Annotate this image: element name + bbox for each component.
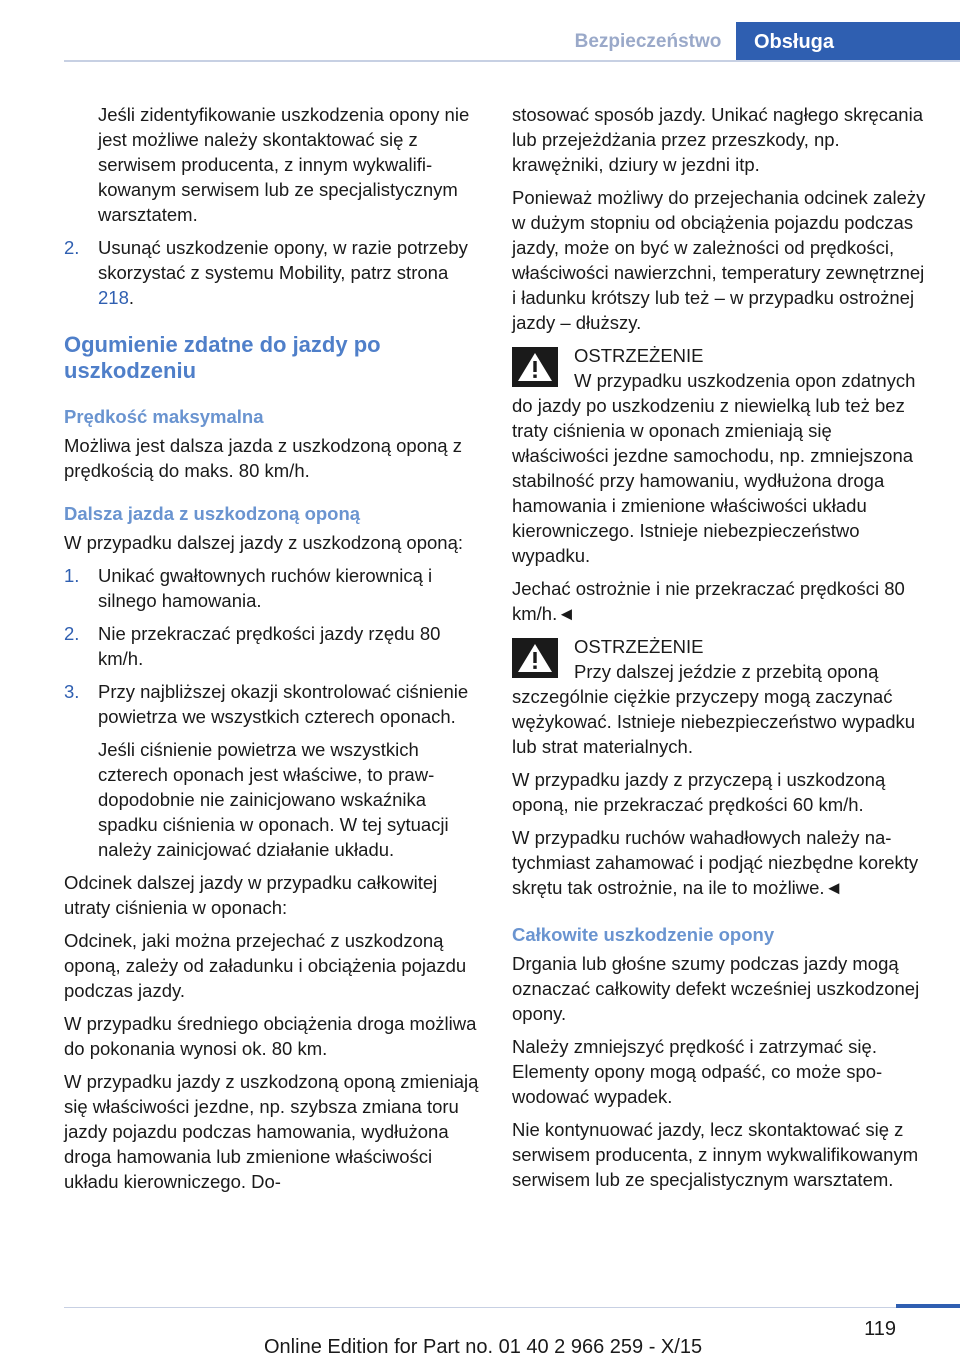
warning-triangle-icon xyxy=(512,638,558,678)
paragraph: Należy zmniejszyć prędkość i zatrzymać się. Elementy opony mogą odpaść, co może spowodować wypadek. xyxy=(512,1036,883,1107)
list-number: 1. xyxy=(64,565,80,586)
right-column xyxy=(512,102,928,1200)
list-number: 3. xyxy=(64,681,80,702)
list-item xyxy=(64,235,482,310)
section-heading: Ogumienie zdatne do jazdy po uszkodzeniu xyxy=(64,332,381,383)
page-header xyxy=(560,22,960,62)
paragraph: Odcinek dalszej jazdy w przypadku całkowitej utraty ciśnienia w oponach: xyxy=(64,872,438,918)
warning-triangle-icon xyxy=(512,347,558,387)
list-continuation-text: Jeśli zidentyfikowanie uszkodzenia opony nie jest możliwe należy skontaktować się z serwisem producenta, z innym wykwalifikowanym serwisem lub ze specjalistycznym warsztatem. xyxy=(98,104,470,225)
footer-divider xyxy=(64,1307,896,1308)
paragraph: W przypadku jazdy z uszkodzoną oponą zmieniają się właściwości jezdne, np. szybsza zmiana toru jazdy pojazdu podczas hamowania, wydłużona droga hamowania lub zmienione właściwości układu kierowniczego. Do- xyxy=(64,1071,479,1192)
list-text: Usunąć uszkodzenie opony, w razie potrzeby skorzystać z systemu Mobility, patrz strona xyxy=(98,237,468,283)
list-number: 2. xyxy=(64,237,80,258)
warning-block xyxy=(512,343,928,626)
footer-accent-bar xyxy=(896,1304,960,1308)
list-text: Nie przekraczać prędkości jazdy rzędu 80 km/h. xyxy=(98,623,441,669)
warning-title: OSTRZEŻENIE xyxy=(574,345,704,366)
paragraph: Nie kontynuować jazdy, lecz skontaktować się z serwisem producenta, z innym wykwalifikowanym serwisem lub ze specjalistycznym warsztatem. xyxy=(512,1119,919,1190)
list-text-end: . xyxy=(128,287,135,308)
subheading-continued-driving: Dalsza jazda z uszkodzoną oponą xyxy=(64,503,361,524)
list-text: Przy najbliższej okazji skontrolować ciśnienie powietrza we wszystkich czterech oponach. xyxy=(98,681,469,727)
paragraph: Odcinek, jaki można przejechać z uszkodzoną oponą, zależy od załadunku i obciążenia pojazdu podczas jazdy. xyxy=(64,930,467,1001)
warning-title: OSTRZEŻENIE xyxy=(574,636,704,657)
warning-text: W przypadku ruchów wahadłowych należy natychmiast zahamować i podjąć niezbędne korekty skrętu tak ostrożnie, na ile to możliwe.◄ xyxy=(512,827,919,898)
page-number: 119 xyxy=(864,1318,896,1340)
header-divider xyxy=(64,60,960,62)
list-item xyxy=(64,563,482,613)
list-text: Unikać gwałtownych ruchów kierownicą i silnego hamowania. xyxy=(98,565,433,611)
paragraph: W przypadku średniego obciążenia droga możliwa do pokonania wynosi ok. 80 km. xyxy=(64,1013,477,1059)
paragraph: Ponieważ możliwy do przejechania odcinek zależy w dużym stopniu od obciążenia pojazdu podczas jazdy, może on być w zależności od prędkości, właściwości nawierzchni, temperatury zewnętrznej i ładunku krótszy lub też – w przypadku ostrożnej jazdy – dłuższy. xyxy=(512,187,926,333)
warning-text: W przypadku uszkodzenia opon zdatnych do jazdy po uszkodzeniu z niewielką lub też bez traty ciśnienia w oponach zmieniają się właściwości jezdne samochodu, np. zmniejszona stabilność przy hamowaniu, wydłużona droga hamowania i zmienione właściwości układu kierowniczego. Istnieje niebezpieczeństwo wypadku. xyxy=(512,370,916,566)
subheading-total-damage: Całkowite uszkodzenie opony xyxy=(512,924,775,945)
list-item xyxy=(64,621,482,671)
list-item xyxy=(64,679,482,729)
paragraph: W przypadku dalszej jazdy z uszkodzoną oponą: xyxy=(64,532,463,553)
paragraph: Możliwa jest dalsza jazda z uszkodzoną oponą z prędkością do maks. 80 km/h. xyxy=(64,435,462,481)
list-sub-paragraph: Jeśli ciśnienie powietrza we wszystkich czterech oponach jest właściwe, to prawdopodobnie nie zainicjowano wskaźnika spadku ciśnienia w oponach. W tej sytuacji należy zainicjować działanie układu. xyxy=(98,739,449,860)
warning-text: Jechać ostrożnie i nie przekraczać prędkości 80 km/h.◄ xyxy=(512,578,905,624)
warning-block xyxy=(512,634,928,900)
header-section-tab[interactable]: Bezpieczeństwo xyxy=(574,31,722,52)
left-column xyxy=(64,102,482,1202)
paragraph: stosować sposób jazdy. Unikać nagłego skręcania lub przejeżdżania przez przeszkody, np. krawężniki, dziury w jezdni itp. xyxy=(512,104,923,175)
header-chapter-tab[interactable]: Obsługa xyxy=(736,22,960,62)
list-number: 2. xyxy=(64,623,80,644)
paragraph: Drgania lub głośne szumy podczas jazdy mogą oznaczać całkowity defekt wcześniej uszkodzonej opony. xyxy=(512,953,920,1024)
warning-text: W przypadku jazdy z przyczepą i uszkodzoną oponą, nie przekraczać prędkości 60 km/h. xyxy=(512,769,886,815)
subheading-max-speed: Prędkość maksymalna xyxy=(64,406,264,427)
warning-text: Przy dalszej jeździe z przebitą oponą szczególnie ciężkie przyczepy mogą zaczynać wężykować. Istnieje niebezpieczeństwo wypadku lub strat materialnych. xyxy=(512,661,916,757)
page-link[interactable]: 218 xyxy=(98,287,129,308)
edition-note: Online Edition for Part no. 01 40 2 966 259 - X/15 xyxy=(264,1336,703,1358)
